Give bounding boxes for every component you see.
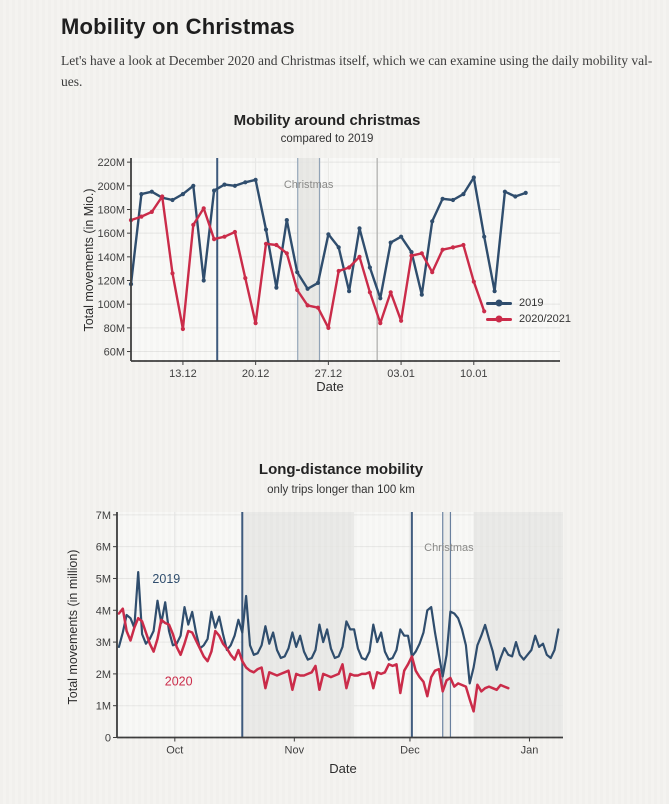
y-tick-label: 60M [103, 346, 125, 359]
x-tick-label: Dec [400, 744, 420, 757]
annotation-christmas: Christmas [283, 179, 334, 192]
series-marker [451, 198, 455, 202]
series-marker [295, 270, 299, 274]
series-marker [347, 265, 351, 269]
series-marker [306, 287, 310, 291]
series-marker [472, 280, 476, 284]
x-tick-label: 20.12 [241, 368, 270, 380]
y-tick-label: 120M [97, 275, 125, 288]
y-tick-label: 140M [97, 251, 125, 264]
series-marker [150, 210, 154, 214]
series-marker [254, 321, 258, 325]
y-tick-label: 100M [97, 299, 125, 312]
series-marker [389, 241, 393, 245]
y-tick-label: 3M [95, 637, 111, 650]
series-marker [181, 192, 185, 196]
long-distance-mobility-plot [0, 448, 669, 804]
series-marker [513, 194, 517, 198]
series-marker [212, 189, 216, 193]
x-tick-label: Jan [520, 744, 539, 757]
series-marker [243, 180, 247, 184]
annotation-2019: 2019 [152, 571, 181, 586]
series-marker [482, 235, 486, 239]
y-tick-label: 5M [95, 573, 111, 586]
legend-item-2019 [486, 297, 571, 309]
series-marker [357, 255, 361, 259]
plot-area [131, 158, 560, 361]
series-marker [326, 232, 330, 236]
series-marker [264, 228, 268, 232]
chart1-subtitle: compared to 2019 [280, 133, 374, 145]
series-marker [399, 319, 403, 323]
page-title: Mobility on Christmas [61, 14, 295, 39]
annotation-2020: 2020 [164, 674, 193, 689]
series-marker [337, 269, 341, 273]
series-marker [357, 226, 361, 230]
series-marker [139, 215, 143, 219]
series-marker [461, 192, 465, 196]
series-marker [316, 306, 320, 310]
intro-line-1: Let's have a look at December 2020 and Christmas itself, which we can examine using the daily mobility val- [61, 53, 653, 68]
series-marker [295, 288, 299, 292]
series-marker [389, 290, 393, 294]
legend-item-2020-2021 [486, 313, 571, 325]
highlight-band [242, 512, 354, 738]
y-tick-label: 0 [104, 732, 111, 745]
legend-swatch-2019 [486, 302, 512, 305]
legend-swatch-2020-2021 [486, 318, 512, 321]
series-marker [233, 230, 237, 234]
chart1-title: Mobility around christmas [233, 112, 421, 129]
legend-marker-dot [496, 300, 503, 307]
series-marker [243, 276, 247, 280]
series-marker [461, 243, 465, 247]
mobility-around-christmas-chart [0, 100, 669, 430]
chart2-title: Long-distance mobility [258, 461, 424, 478]
series-marker [378, 296, 382, 300]
series-marker [170, 198, 174, 202]
x-tick-label: 10.01 [460, 368, 488, 380]
series-marker [222, 235, 226, 239]
series-marker [493, 289, 497, 293]
y-tick-label: 1M [95, 700, 111, 713]
series-marker [420, 293, 424, 297]
series-marker [274, 243, 278, 247]
series-marker [202, 206, 206, 210]
series-marker [181, 327, 185, 331]
series-marker [306, 303, 310, 307]
series-marker [285, 218, 289, 222]
series-marker [368, 290, 372, 294]
y-tick-label: 80M [103, 322, 125, 335]
y-tick-label: 160M [97, 228, 125, 241]
series-marker [524, 191, 528, 195]
series-marker [378, 321, 382, 325]
chart1-x-axis-title: Date [316, 379, 344, 394]
series-marker [264, 242, 268, 246]
series-marker [191, 184, 195, 188]
series-marker [191, 223, 195, 227]
chart2-y-axis-title: Total movements (in million) [66, 549, 80, 705]
intro-line-2: ues. [61, 74, 83, 89]
x-tick-label: 27.12 [314, 368, 343, 380]
series-marker [160, 194, 164, 198]
series-marker [212, 237, 216, 241]
y-tick-label: 200M [97, 180, 125, 193]
legend-marker-dot [496, 316, 503, 323]
series-marker [409, 250, 413, 254]
legend-label-2019: 2019 [519, 297, 544, 309]
series-marker [441, 197, 445, 201]
y-tick-label: 6M [95, 541, 111, 554]
series-marker [326, 326, 330, 330]
series-marker [254, 178, 258, 182]
series-marker [430, 219, 434, 223]
x-tick-label: 03.01 [387, 368, 415, 380]
series-marker [451, 245, 455, 249]
series-marker [399, 235, 403, 239]
series-marker [222, 183, 226, 187]
series-marker [150, 190, 154, 194]
long-distance-mobility-chart [0, 448, 669, 804]
chart1-legend [486, 297, 571, 325]
highlight-band [474, 512, 563, 738]
y-tick-label: 180M [97, 204, 125, 217]
series-marker [202, 278, 206, 282]
x-tick-label: Nov [284, 744, 305, 757]
series-marker [368, 265, 372, 269]
series-marker [409, 254, 413, 258]
chart2-x-axis-title: Date [329, 761, 357, 776]
chart1-y-axis-title: Total movements (in Mio.) [82, 188, 96, 332]
x-tick-label: 13.12 [169, 368, 197, 380]
series-marker [139, 192, 143, 196]
y-tick-label: 7M [95, 509, 111, 522]
y-tick-label: 220M [97, 157, 125, 170]
series-marker [441, 248, 445, 252]
x-tick-label: Oct [166, 744, 184, 757]
y-tick-label: 4M [95, 605, 111, 618]
series-marker [274, 286, 278, 290]
intro-paragraph [61, 50, 652, 92]
y-tick-label: 2M [95, 668, 111, 681]
series-marker [337, 245, 341, 249]
legend-label-2020-2021: 2020/2021 [519, 313, 571, 325]
series-marker [472, 175, 476, 179]
series-marker [503, 190, 507, 194]
series-marker [430, 270, 434, 274]
series-marker [285, 251, 289, 255]
series-marker [316, 281, 320, 285]
series-marker [347, 289, 351, 293]
chart2-subtitle: only trips longer than 100 km [267, 484, 415, 496]
annotation-christmas: Christmas [424, 541, 474, 554]
series-marker [420, 251, 424, 255]
series-marker [170, 271, 174, 275]
series-marker [233, 184, 237, 188]
